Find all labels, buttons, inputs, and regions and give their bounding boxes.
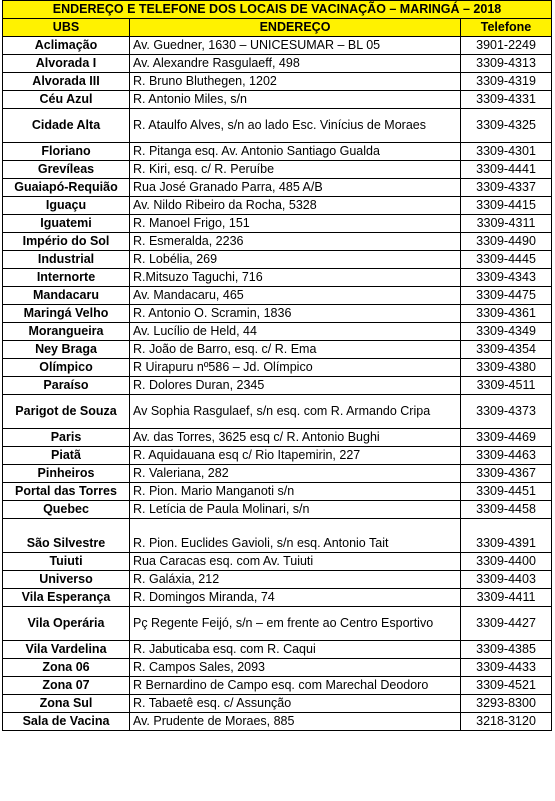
ubs-cell: Floriano xyxy=(3,143,130,161)
ubs-cell: Ney Braga xyxy=(3,341,130,359)
address-cell: R. Domingos Miranda, 74 xyxy=(130,589,461,607)
phone-cell: 3293-8300 xyxy=(461,695,552,713)
table-row xyxy=(3,37,552,55)
table-row xyxy=(3,607,552,641)
address-cell: Av. Nildo Ribeiro da Rocha, 5328 xyxy=(130,197,461,215)
phone-cell: 3309-4469 xyxy=(461,429,552,447)
ubs-cell: Iguatemi xyxy=(3,215,130,233)
ubs-cell: Vila Operária xyxy=(3,607,130,641)
phone-cell: 3309-4319 xyxy=(461,73,552,91)
address-cell: Rua José Granado Parra, 485 A/B xyxy=(130,179,461,197)
phone-cell: 3309-4490 xyxy=(461,233,552,251)
address-cell: R. Pion. Euclides Gavioli, s/n esq. Antonio Tait xyxy=(130,519,461,553)
ubs-cell: Aclimação xyxy=(3,37,130,55)
address-cell: R. João de Barro, esq. c/ R. Ema xyxy=(130,341,461,359)
phone-cell: 3309-4325 xyxy=(461,109,552,143)
table-row xyxy=(3,483,552,501)
phone-cell: 3309-4411 xyxy=(461,589,552,607)
table-row xyxy=(3,465,552,483)
address-cell: Pç Regente Feijó, s/n – em frente ao Centro Esportivo xyxy=(130,607,461,641)
ubs-cell: Maringá Velho xyxy=(3,305,130,323)
table-row xyxy=(3,197,552,215)
ubs-cell: Piatã xyxy=(3,447,130,465)
phone-cell: 3309-4311 xyxy=(461,215,552,233)
table-row xyxy=(3,215,552,233)
table-row xyxy=(3,305,552,323)
ubs-cell: Céu Azul xyxy=(3,91,130,109)
phone-cell: 3309-4367 xyxy=(461,465,552,483)
header-phone: Telefone xyxy=(461,19,552,37)
table-row xyxy=(3,73,552,91)
ubs-cell: Alvorada III xyxy=(3,73,130,91)
phone-cell: 3309-4343 xyxy=(461,269,552,287)
address-cell: R. Ataulfo Alves, s/n ao lado Esc. Vinícius de Moraes xyxy=(130,109,461,143)
table-row xyxy=(3,501,552,519)
vaccination-sites-table xyxy=(2,0,552,731)
table-row xyxy=(3,519,552,553)
address-cell: R. Tabaetê esq. c/ Assunção xyxy=(130,695,461,713)
phone-cell: 3309-4445 xyxy=(461,251,552,269)
phone-cell: 3309-4451 xyxy=(461,483,552,501)
ubs-cell: Cidade Alta xyxy=(3,109,130,143)
table-row xyxy=(3,553,552,571)
table-row xyxy=(3,269,552,287)
ubs-cell: Portal das Torres xyxy=(3,483,130,501)
ubs-cell: Alvorada I xyxy=(3,55,130,73)
phone-cell: 3309-4427 xyxy=(461,607,552,641)
table-row xyxy=(3,91,552,109)
vaccination-sites-sheet xyxy=(2,0,551,731)
table-row xyxy=(3,429,552,447)
ubs-cell: Vila Vardelina xyxy=(3,641,130,659)
ubs-cell: Morangueira xyxy=(3,323,130,341)
ubs-cell: Industrial xyxy=(3,251,130,269)
ubs-cell: Parigot de Souza xyxy=(3,395,130,429)
address-cell: R. Antonio O. Scramin, 1836 xyxy=(130,305,461,323)
ubs-cell: Grevíleas xyxy=(3,161,130,179)
phone-cell: 3309-4349 xyxy=(461,323,552,341)
address-cell: R Uirapuru nº586 – Jd. Olímpico xyxy=(130,359,461,377)
address-cell: Av. Guedner, 1630 – UNICESUMAR – BL 05 xyxy=(130,37,461,55)
table-row xyxy=(3,323,552,341)
address-cell: R. Kiri, esq. c/ R. Peruíbe xyxy=(130,161,461,179)
header-address: ENDEREÇO xyxy=(130,19,461,37)
ubs-cell: Iguaçu xyxy=(3,197,130,215)
table-row xyxy=(3,447,552,465)
phone-cell: 3309-4400 xyxy=(461,553,552,571)
address-cell: Av. Mandacaru, 465 xyxy=(130,287,461,305)
ubs-cell: Mandacaru xyxy=(3,287,130,305)
table-row xyxy=(3,251,552,269)
phone-cell: 3309-4521 xyxy=(461,677,552,695)
table-row xyxy=(3,359,552,377)
phone-cell: 3309-4361 xyxy=(461,305,552,323)
table-row xyxy=(3,109,552,143)
ubs-cell: Império do Sol xyxy=(3,233,130,251)
title-row xyxy=(3,1,552,19)
table-row xyxy=(3,377,552,395)
table-row xyxy=(3,341,552,359)
phone-cell: 3309-4463 xyxy=(461,447,552,465)
address-cell: R. Letícia de Paula Molinari, s/n xyxy=(130,501,461,519)
phone-cell: 3309-4433 xyxy=(461,659,552,677)
phone-cell: 3309-4511 xyxy=(461,377,552,395)
phone-cell: 3309-4301 xyxy=(461,143,552,161)
phone-cell: 3309-4441 xyxy=(461,161,552,179)
address-cell: R Bernardino de Campo esq. com Marechal Deodoro xyxy=(130,677,461,695)
table-row xyxy=(3,641,552,659)
address-cell: R.Mitsuzo Taguchi, 716 xyxy=(130,269,461,287)
address-cell: R. Valeriana, 282 xyxy=(130,465,461,483)
header-row xyxy=(3,19,552,37)
table-row xyxy=(3,589,552,607)
table-row xyxy=(3,695,552,713)
address-cell: R. Jabuticaba esq. com R. Caqui xyxy=(130,641,461,659)
address-cell: Av. Prudente de Moraes, 885 xyxy=(130,713,461,731)
header-ubs: UBS xyxy=(3,19,130,37)
address-cell: R. Dolores Duran, 2345 xyxy=(130,377,461,395)
table-row xyxy=(3,287,552,305)
phone-cell: 3309-4313 xyxy=(461,55,552,73)
ubs-cell: Internorte xyxy=(3,269,130,287)
phone-cell: 3309-4403 xyxy=(461,571,552,589)
address-cell: R. Campos Sales, 2093 xyxy=(130,659,461,677)
table-row xyxy=(3,677,552,695)
table-row xyxy=(3,161,552,179)
phone-cell: 3309-4354 xyxy=(461,341,552,359)
phone-cell: 3218-3120 xyxy=(461,713,552,731)
table-row xyxy=(3,659,552,677)
ubs-cell: Quebec xyxy=(3,501,130,519)
table-row xyxy=(3,713,552,731)
phone-cell: 3309-4373 xyxy=(461,395,552,429)
address-cell: R. Esmeralda, 2236 xyxy=(130,233,461,251)
ubs-cell: Zona 06 xyxy=(3,659,130,677)
address-cell: R. Pion. Mario Manganoti s/n xyxy=(130,483,461,501)
address-cell: R. Pitanga esq. Av. Antonio Santiago Gualda xyxy=(130,143,461,161)
table-row xyxy=(3,179,552,197)
phone-cell: 3309-4337 xyxy=(461,179,552,197)
phone-cell: 3309-4385 xyxy=(461,641,552,659)
address-cell: R. Manoel Frigo, 151 xyxy=(130,215,461,233)
ubs-cell: São Silvestre xyxy=(3,519,130,553)
ubs-cell: Zona Sul xyxy=(3,695,130,713)
address-cell: Rua Caracas esq. com Av. Tuiuti xyxy=(130,553,461,571)
ubs-cell: Paraíso xyxy=(3,377,130,395)
table-row xyxy=(3,571,552,589)
address-cell: R. Lobélia, 269 xyxy=(130,251,461,269)
address-cell: R. Antonio Miles, s/n xyxy=(130,91,461,109)
table-row xyxy=(3,233,552,251)
address-cell: R. Galáxia, 212 xyxy=(130,571,461,589)
table-body xyxy=(3,37,552,731)
ubs-cell: Olímpico xyxy=(3,359,130,377)
phone-cell: 3309-4475 xyxy=(461,287,552,305)
address-cell: Av. Lucílio de Held, 44 xyxy=(130,323,461,341)
table-row xyxy=(3,395,552,429)
address-cell: Av. Alexandre Rasgulaeff, 498 xyxy=(130,55,461,73)
address-cell: Av Sophia Rasgulaef, s/n esq. com R. Armando Cripa xyxy=(130,395,461,429)
phone-cell: 3309-4458 xyxy=(461,501,552,519)
phone-cell: 3309-4380 xyxy=(461,359,552,377)
ubs-cell: Tuiuti xyxy=(3,553,130,571)
ubs-cell: Universo xyxy=(3,571,130,589)
address-cell: R. Aquidauana esq c/ Rio Itapemirin, 227 xyxy=(130,447,461,465)
table-title: ENDEREÇO E TELEFONE DOS LOCAIS DE VACINAÇÃO – MARINGÁ – 2018 xyxy=(3,1,552,19)
ubs-cell: Zona 07 xyxy=(3,677,130,695)
ubs-cell: Vila Esperança xyxy=(3,589,130,607)
address-cell: Av. das Torres, 3625 esq c/ R. Antonio Bughi xyxy=(130,429,461,447)
table-row xyxy=(3,143,552,161)
ubs-cell: Sala de Vacina xyxy=(3,713,130,731)
phone-cell: 3309-4391 xyxy=(461,519,552,553)
ubs-cell: Guaiapó-Requião xyxy=(3,179,130,197)
table-row xyxy=(3,55,552,73)
ubs-cell: Pinheiros xyxy=(3,465,130,483)
ubs-cell: Paris xyxy=(3,429,130,447)
phone-cell: 3309-4415 xyxy=(461,197,552,215)
phone-cell: 3901-2249 xyxy=(461,37,552,55)
phone-cell: 3309-4331 xyxy=(461,91,552,109)
address-cell: R. Bruno Bluthegen, 1202 xyxy=(130,73,461,91)
